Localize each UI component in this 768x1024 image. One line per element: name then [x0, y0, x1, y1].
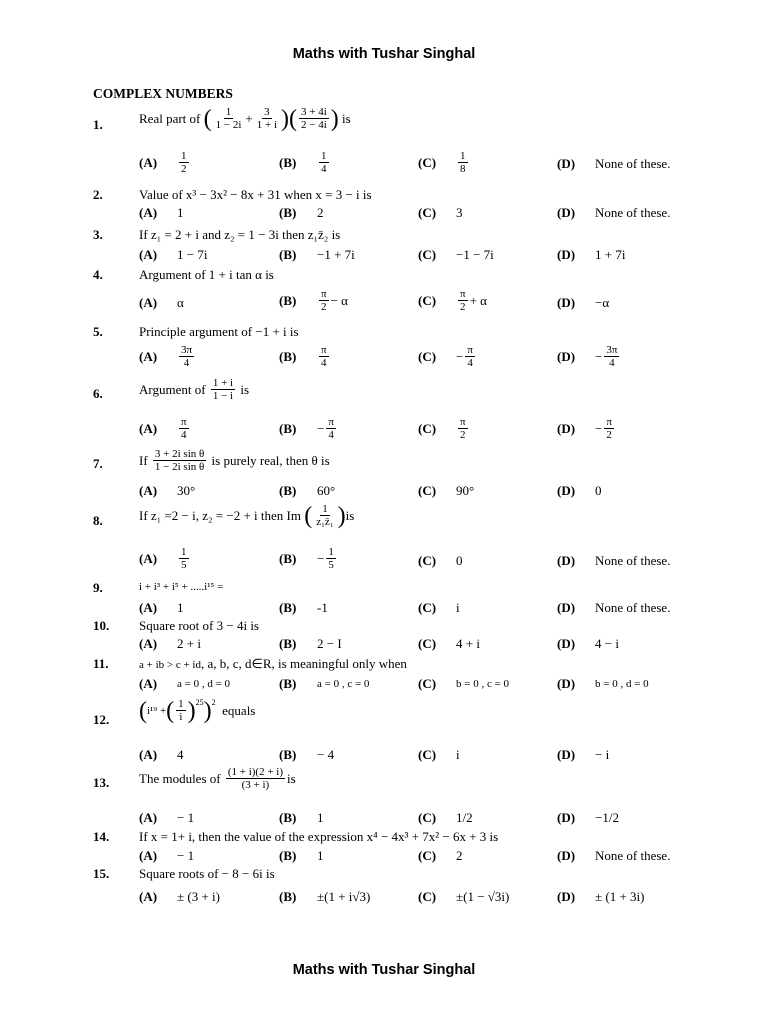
question-number: 2.	[93, 187, 103, 202]
question-number: 8.	[93, 513, 103, 528]
fraction: $\frac{1}{i}$	[178, 698, 184, 723]
fraction: $\frac{1 + i}{1 - i}$	[212, 377, 234, 402]
option-c: (C) 0	[418, 553, 463, 568]
option-a: (A) $\frac{1}{5}$	[139, 546, 187, 571]
question-text: Square roots of − 8 − 6i is	[139, 866, 275, 881]
option-b: (B) $\frac{\pi}{2}$ − α	[279, 288, 348, 313]
option-a: (A) $\frac{3\pi}{4}$	[139, 344, 193, 369]
question-text: Principle argument of −1 + i is	[139, 324, 299, 339]
option-b: (B) − $\frac{1}{5}$	[279, 546, 334, 571]
question-text: a + ib > c + id, a, b, c, d∈R, is meaningful only when	[139, 656, 407, 671]
option-a: (A) α	[139, 295, 184, 310]
option-a: (A) ± (3 + i)	[139, 889, 220, 904]
option-b: (B) − 4	[279, 747, 335, 762]
option-d: (D) −α	[557, 295, 610, 310]
option-d: (D) −1/2	[557, 810, 619, 825]
option-b: (B) 1	[279, 810, 324, 825]
fraction: $\frac{1}{\text{z₁z̄₁}}$	[316, 503, 334, 528]
fraction: $\frac{\text{3 + 2i sin θ}}{\text{1 − 2i sin θ}}$	[154, 448, 205, 473]
question-text: If z₁ = 2 + i and z₂ = 1 − 3i then z₁z̄₂ is	[139, 227, 341, 242]
option-d: (D) None of these.	[557, 600, 671, 615]
option-c: (C) 90°	[418, 483, 475, 498]
option-d: (D) ± (1 + 3i)	[557, 889, 645, 904]
option-b: (B) ±(1 + i√3)	[279, 889, 371, 904]
question-number: 10.	[93, 618, 110, 633]
option-b: (B) -1	[279, 600, 328, 615]
option-c: (C) 4 + i	[418, 636, 480, 651]
question-text: If x = 1+ i, then the value of the expression x⁴ − 4x³ + 7x² − 6x + 3 is	[139, 829, 499, 844]
question-number: 7.	[93, 456, 103, 471]
option-a: (A) 30°	[139, 483, 196, 498]
option-d: (D) 1 + 7i	[557, 247, 626, 262]
option-c: (C) b = 0 , c = 0	[418, 676, 510, 691]
option-c: (C) −1 − 7i	[418, 247, 494, 262]
option-a: (A) − 1	[139, 848, 195, 863]
option-c: (C) − $\frac{\pi}{4}$	[418, 344, 473, 369]
plus-sign: +	[245, 110, 253, 126]
paren-open: (	[166, 697, 175, 724]
option-c: (C) $\frac{\pi}{2}$ + α	[418, 288, 487, 313]
option-c: (C) 1/2	[418, 810, 473, 825]
option-a: (A) 1	[139, 205, 184, 220]
option-d: (D) − $\frac{\pi}{2}$	[557, 416, 612, 441]
option-b: (B) −1 + 7i	[279, 247, 355, 262]
paren-open: (	[139, 697, 147, 724]
option-c: (C) $\frac{1}{8}$	[418, 150, 466, 175]
question-text: The modules of $\frac{(1 + i)(2 + i)}{(3 + i)}$ is	[139, 766, 296, 791]
section-title: COMPLEX NUMBERS	[93, 86, 233, 101]
question-number: 15.	[93, 866, 110, 881]
page-footer: Maths with Tushar Singhal	[292, 962, 476, 978]
option-b: (B) 2 − I	[279, 636, 342, 651]
question-number: 12.	[93, 712, 110, 727]
paren-open: (	[203, 105, 212, 132]
option-c: (C) 2	[418, 848, 463, 863]
option-a: (A) 1	[139, 600, 184, 615]
question-text: If z₁ =2 − i, z₂ = −2 + i then Im ( $\frac{1}{\text{z₁z̄₁}}$ ) is	[139, 502, 355, 529]
option-b: (B) 2	[279, 205, 324, 220]
option-a: (A) a = 0 , d = 0	[139, 676, 231, 691]
option-a: (A) − 1	[139, 810, 195, 825]
page-header: Maths with Tushar Singhal	[292, 46, 476, 62]
fraction: $\frac{3 + 4i}{2 - 4i}$	[301, 106, 327, 131]
option-a: (A) $\frac{1}{2}$	[139, 150, 187, 175]
option-d: (D) − $\frac{3\pi}{4}$	[557, 344, 618, 369]
option-b: (B) $\frac{1}{4}$	[279, 150, 327, 175]
fraction: $\frac{1}{1 - 2i}$	[215, 106, 242, 131]
question-text: If $\frac{\text{3 + 2i sin θ}}{\text{1 − 2i sin θ}}$ is purely real, then θ is	[139, 448, 330, 473]
paren-close: )	[281, 105, 289, 132]
paren-close: )	[187, 697, 196, 724]
option-c: (C) ±(1 − √3i)	[418, 889, 510, 904]
question-text: ( i¹⁹ + ( $\frac{1}{i}$ ) $^{25}$ ) $^2$ equals	[139, 697, 256, 724]
option-d: (D) b = 0 , d = 0	[557, 676, 649, 691]
question-number: 3.	[93, 227, 103, 242]
question-text-post: is	[342, 110, 351, 126]
option-b: (B) a = 0 , c = 0	[279, 676, 370, 691]
question-number: 13.	[93, 775, 110, 790]
option-b: (B) $\frac{\pi}{4}$	[279, 344, 327, 369]
option-b: (B) − $\frac{\pi}{4}$	[279, 416, 334, 441]
fraction: $\frac{3}{1 + i}$	[256, 106, 277, 131]
option-d: (D) None of these.	[557, 848, 671, 863]
option-d: (D) − i	[557, 747, 610, 762]
question-number: 11.	[93, 656, 109, 671]
option-b: (B) 60°	[279, 483, 336, 498]
question-text: i + i³ + i⁵ + .....i¹⁵ =	[139, 581, 224, 593]
option-d: (D) 0	[557, 483, 602, 498]
option-d: (D) 4 − i	[557, 636, 619, 651]
question-number: 6.	[93, 386, 103, 401]
paren-open: (	[304, 502, 313, 529]
question-text	[139, 106, 351, 131]
option-c: (C) 3	[418, 205, 463, 220]
question-text: Value of x³ − 3x² − 8x + 31 when x = 3 − i is	[139, 187, 372, 202]
option-c: (C) i	[418, 747, 460, 762]
option-a: (A) 2 + i	[139, 636, 201, 651]
question-text: Square root of 3 − 4i is	[139, 618, 259, 633]
question-text-pre: Real part of	[139, 110, 201, 126]
option-d: (D) None of these.	[557, 205, 671, 220]
question-number: 4.	[93, 267, 103, 282]
option-d: (D) None of these.	[557, 553, 671, 568]
question-number: 1.	[93, 117, 103, 132]
option-a: (A) 1 − 7i	[139, 247, 208, 262]
option-a: (A) 4	[139, 747, 184, 762]
question-text: Argument of $\frac{1 + i}{1 - i}$ is	[139, 377, 249, 402]
question-text: Argument of 1 + i tan α is	[139, 267, 274, 282]
paren-open: (	[289, 105, 297, 132]
question-number: 5.	[93, 324, 103, 339]
option-d: (D) None of these.	[557, 156, 671, 171]
question-number: 9.	[93, 580, 103, 595]
paren-close: )	[337, 502, 346, 529]
paren-close: )	[203, 697, 212, 724]
option-a: (A) $\frac{\pi}{4}$	[139, 416, 187, 441]
option-c: (C) $\frac{\pi}{2}$	[418, 416, 466, 441]
fraction: $\frac{(1 + i)(2 + i)}{(3 + i)}$	[227, 766, 284, 791]
option-b: (B) 1	[279, 848, 324, 863]
question-number: 14.	[93, 829, 110, 844]
paren-close: )	[330, 105, 339, 132]
option-c: (C) i	[418, 600, 460, 615]
